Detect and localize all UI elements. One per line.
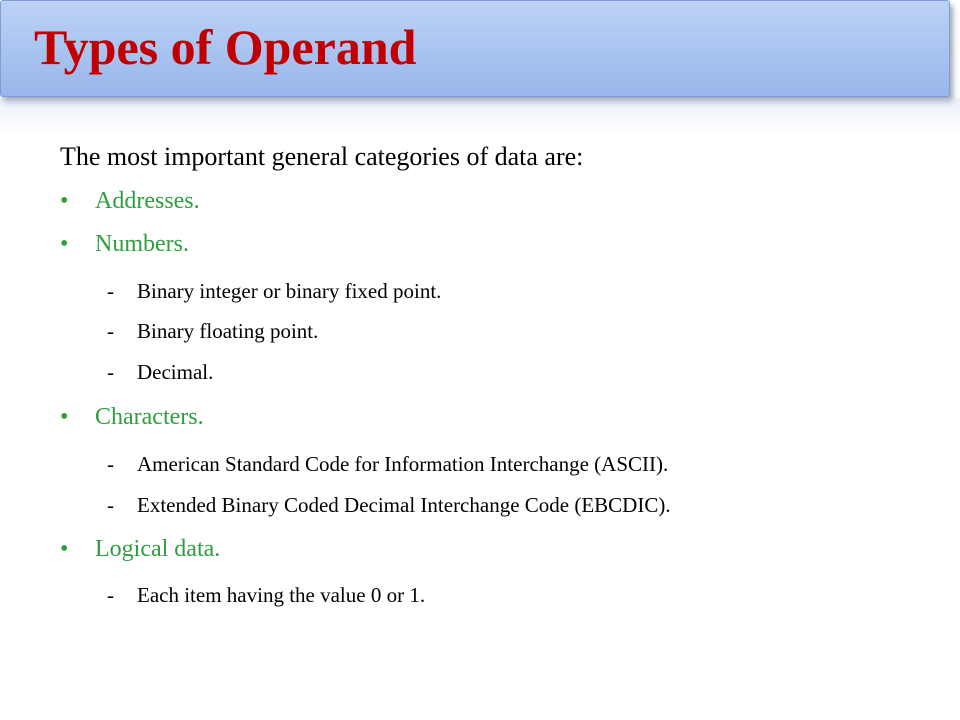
- dash-icon: -: [107, 452, 114, 476]
- slide-title: Types of Operand: [34, 19, 417, 75]
- bullet-icon: •: [60, 404, 69, 430]
- sub-item: Decimal.: [137, 360, 214, 384]
- sub-item: American Standard Code for Information Interchange (ASCII).: [137, 452, 669, 476]
- dash-icon: -: [107, 319, 114, 343]
- bullet-item-numbers: Numbers.: [95, 231, 189, 257]
- dash-icon: -: [107, 279, 114, 303]
- sub-item: Extended Binary Coded Decimal Interchange Code (EBCDIC).: [137, 493, 671, 517]
- bullet-icon: •: [60, 536, 69, 562]
- sub-item: Binary floating point.: [137, 319, 319, 343]
- intro-text: The most important general categories of data are:: [60, 142, 584, 171]
- bullet-item-characters: Characters.: [95, 404, 204, 430]
- bullet-item-logical-data: Logical data.: [95, 536, 221, 562]
- bullet-icon: •: [60, 188, 69, 214]
- bullet-item-addresses: Addresses.: [95, 188, 200, 214]
- dash-icon: -: [107, 493, 114, 517]
- sub-item: Each item having the value 0 or 1.: [137, 583, 426, 607]
- dash-icon: -: [107, 583, 114, 607]
- sub-item: Binary integer or binary fixed point.: [137, 279, 442, 303]
- dash-icon: -: [107, 360, 114, 384]
- bullet-icon: •: [60, 231, 69, 257]
